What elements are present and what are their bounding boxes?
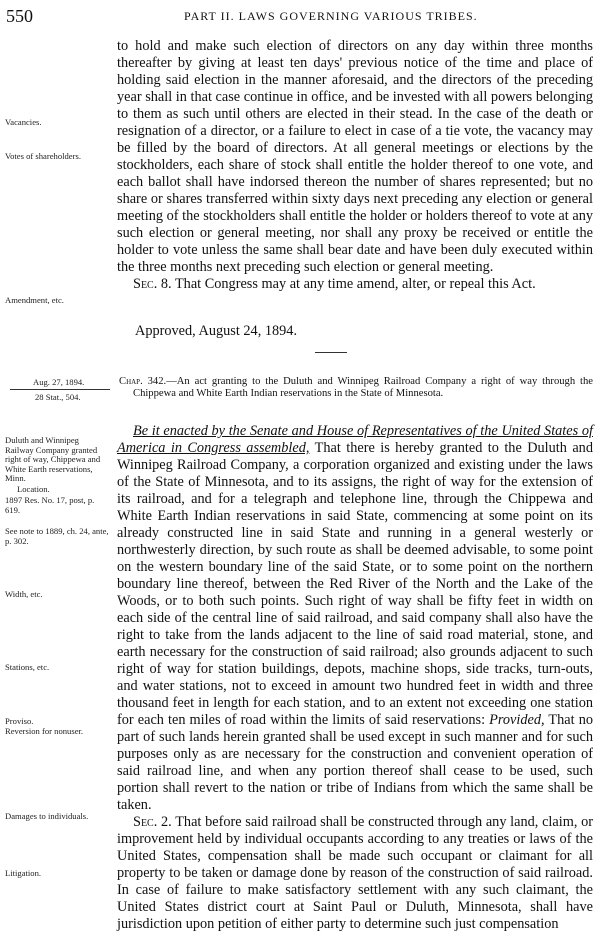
margin-date: Aug. 27, 1894. — [33, 377, 85, 387]
margin-resolution: 1897 Res. No. 17, post, p. 619. — [5, 495, 95, 515]
section-8-paragraph — [117, 276, 593, 293]
margin-width: Width, etc. — [5, 589, 43, 599]
margin-see-note: See note to 1889, ch. 24, ante, p. 302. — [5, 526, 109, 546]
page-number: 550 — [6, 6, 33, 26]
margin-litigation: Litigation. — [5, 868, 42, 878]
page-header — [4, 6, 596, 26]
top-section — [117, 38, 593, 293]
act-body — [117, 423, 593, 933]
margin-vacancies: Vacancies. — [5, 117, 42, 127]
margin-votes: Votes of shareholders. — [5, 151, 81, 161]
provided-word: Provided, — [489, 712, 545, 728]
margin-damages: Damages to individuals. — [5, 811, 89, 821]
margin-proviso: Proviso. — [5, 716, 34, 726]
enacting-clause: Be it enacted by the Senate and House of Representatives of the United States of America in Congress assembled, — [117, 423, 593, 456]
section-1-text-part-1: That there is hereby granted to the Duluth and Winnipeg Railroad Company, a corporation organized and existing under the laws of the State of Minnesota, and to its assigns, the right of way for the extension of its railroad, and for a telegraph and telephone line, through the Chippewa and White Earth Indian reservations in said State, commencing at some point on its already constructed line in said State and running in a general westerly or northwesterly direction, by such route as shall be deemed advisable, to some point on the western boundary line of the said State, or to some point on the northern boundary line thereof, between the Red River of the North and the Lake of the Woods, or to both such points. Such right of way shall be fifty feet in width on each side of the central line of said railroad, and said company shall also have the right to take from the lands adjacent to the line of said road material, stone, and earth necessary for the construction of said railroad; also grounds adjacent to such right of way for station buildings, depots, machine shops, side tracks, turn-outs, and water stations, not to exceed in amount two hundred feet in width and three thousand feet in length for each station, and to an extent not exceeding one station for each ten miles of road within the limits of said reservations: — [117, 440, 593, 728]
margin-reversion: Reversion for nonuser. — [5, 726, 84, 736]
section-divider — [315, 352, 347, 353]
margin-grant: Duluth and Winnipeg Railway Company granted right of way, Chippewa and White Earth reservations, Minn. — [5, 435, 101, 483]
approval-date: Approved, August 24, 1894. — [135, 323, 298, 339]
chapter-title-block — [119, 376, 593, 399]
section-1-text-part-2: That no part of such lands herein granted shall be used except in such manner and for such purposes only as are necessary for the construction and convenient operation of said railroad line, and when any portion thereof shall cease to be used, such portion shall revert to the nation or tribe of Indians from which the same shall be taken. — [117, 712, 593, 813]
running-head: PART II. LAWS GOVERNING VARIOUS TRIBES. — [184, 9, 478, 23]
margin-statute: 28 Stat., 504. — [35, 392, 81, 402]
continued-paragraph: to hold and make such election of directors on any day within three months thereafter by giving at least ten days' previous notice of the time and place of holding said election in the manner aforesaid, and the directors of the preceding year shall in that case continue in office, and be invested with all powers belonging to them as such until others are elected in their stead. In the case of the death or resignation of a director, or a failure to elect in case of a tie vote, the vacancy may be filled by the board of directors. At all general meetings or elections by the stockholders, each share of stock shall entitle the holder thereof to one vote, and each ballot shall have indorsed thereon the number of shares represented; but no share or shares transferred within sixty days next preceding any election or general meeting of the stockholders shall entitle the holder or holders thereof to vote at any such election or general meeting, nor shall any proxy be received or entitle the holder to vote unless the same shall bear date and have been duly executed within the three months next preceding such election or general meeting. — [117, 38, 593, 275]
margin-stations: Stations, etc. — [5, 662, 50, 672]
section-2-text: That before said railroad shall be constructed through any land, claim, or improvement held by individual occupants according to any treaties or laws of the United States, compensation shall be made such occupant or claimant for all property to be taken or damage done by reason of the construction of said railroad. In case of failure to make satisfactory settlement with any such claimant, the United States district court at Saint Paul or Duluth, Minnesota, shall have jurisdiction upon petition of either party to determine such just compensation — [117, 814, 594, 932]
margin-location: Location. — [17, 484, 50, 494]
margin-date-rule — [10, 389, 110, 390]
section-8-text: That Congress may at any time amend, alter, or repeal this Act. — [174, 276, 536, 292]
chapter-label: Chap. 342. — [119, 376, 167, 387]
margin-amendment: Amendment, etc. — [5, 295, 64, 305]
chapter-heading — [119, 376, 593, 399]
section-8-label: Sec. 8. — [133, 276, 172, 292]
section-1-paragraph — [117, 423, 593, 814]
section-2-paragraph — [117, 814, 593, 933]
section-2-label: Sec. 2. — [133, 814, 172, 830]
chapter-title: —An act granting to the Duluth and Winnipeg Railroad Company a right of way through the Chippewa and White Earth Indian reservations in the State of Minnesota. — [133, 376, 593, 399]
